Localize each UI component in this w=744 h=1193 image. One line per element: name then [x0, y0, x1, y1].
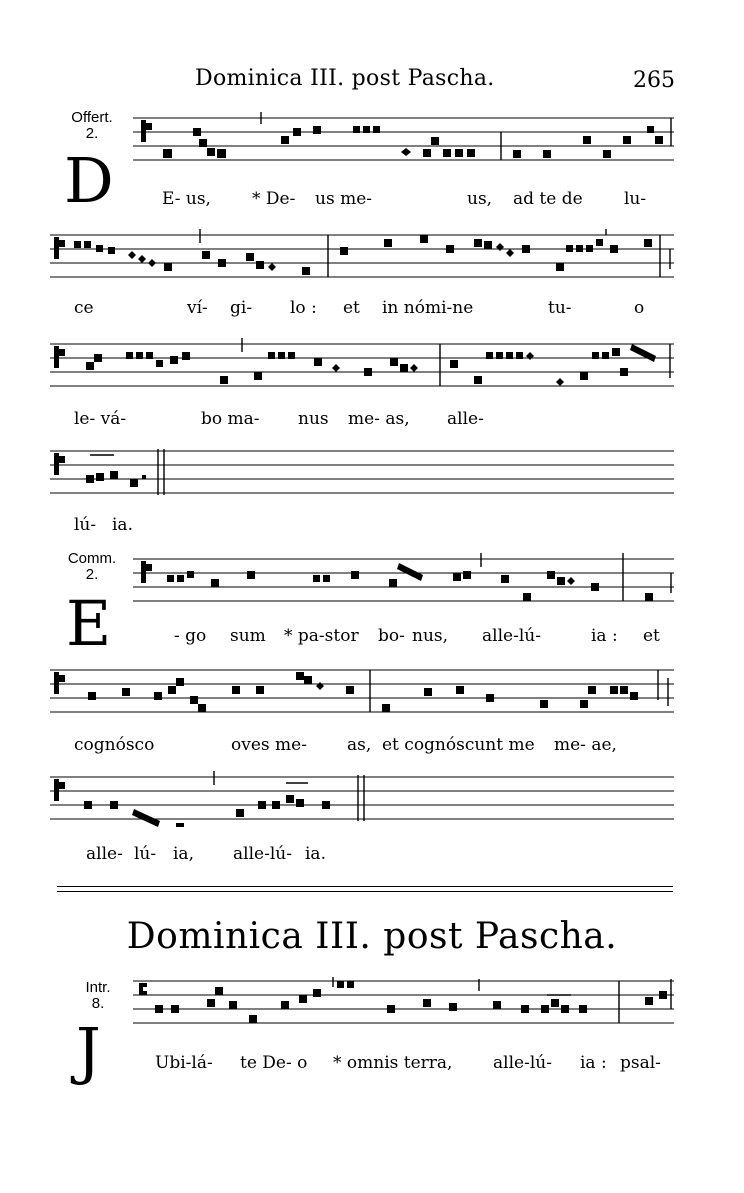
syllable: nus	[298, 409, 329, 429]
offertory-initial: D	[64, 144, 114, 217]
syllable: * pa-stor	[284, 626, 359, 646]
section-title: Dominica III. post Pascha.	[126, 916, 618, 957]
lyrics-introit-1	[0, 1053, 744, 1075]
syllable: lu-	[624, 189, 647, 209]
syllable: ia :	[580, 1053, 607, 1073]
syllable: alle-lú-	[482, 626, 541, 646]
communion-mode: 2.	[85, 566, 99, 583]
syllable: me- ae,	[554, 735, 617, 755]
syllable: et	[643, 626, 660, 646]
syllable: ví-	[187, 298, 208, 318]
staff-communion-1	[133, 553, 674, 609]
offertory-type: Offert.	[71, 109, 113, 126]
syllable: Ubi-lá-	[155, 1053, 213, 1073]
syllable: E- us,	[162, 189, 211, 209]
syllable: sum	[230, 626, 266, 646]
syllable: ia.	[305, 844, 326, 864]
lyrics-offertory-1	[0, 189, 744, 211]
syllable: le- vá-	[74, 409, 127, 429]
syllable: lú-	[74, 515, 97, 535]
syllable: bo-	[378, 626, 405, 646]
syllable: alle-lú-	[233, 844, 292, 864]
syllable: et	[343, 298, 360, 318]
lyrics-offertory-3	[0, 409, 744, 431]
syllable: lo :	[290, 298, 317, 318]
syllable: nus,	[412, 626, 449, 646]
lyrics-communion-3	[0, 844, 744, 866]
lyrics-communion-1	[0, 626, 744, 648]
offertory-label	[56, 110, 128, 142]
syllable: ia :	[591, 626, 618, 646]
staff-communion-3	[50, 771, 674, 827]
lyrics-offertory-4	[0, 515, 744, 537]
syllable: - go	[174, 626, 207, 646]
lyrics-offertory-2	[0, 298, 744, 320]
syllable: ad te de	[513, 189, 583, 209]
syllable: oves me-	[231, 735, 307, 755]
syllable: alle-	[447, 409, 484, 429]
syllable: us,	[467, 189, 493, 209]
communion-label	[56, 551, 128, 583]
introit-type: Intr.	[85, 979, 111, 996]
syllable: o	[634, 298, 645, 318]
section-divider-bottom	[57, 891, 673, 892]
syllable: ia.	[112, 515, 133, 535]
communion-initial: E	[66, 587, 112, 660]
syllable: lú-	[134, 844, 157, 864]
syllable: us me-	[315, 189, 373, 209]
lyrics-communion-2	[0, 735, 744, 757]
section-divider-top	[57, 886, 673, 887]
staff-offertory-1	[133, 112, 674, 168]
syllable: * omnis terra,	[333, 1053, 453, 1073]
communion-type: Comm.	[67, 550, 117, 567]
introit-label	[62, 980, 134, 1012]
running-title: Dominica III. post Pascha.	[195, 66, 495, 91]
offertory-mode: 2.	[85, 125, 99, 142]
syllable: alle-lú-	[493, 1053, 552, 1073]
syllable: ce	[74, 298, 94, 318]
syllable: * De-	[252, 189, 296, 209]
syllable: psal-	[620, 1053, 661, 1073]
staff-communion-2	[50, 664, 674, 720]
syllable: alle-	[86, 844, 123, 864]
syllable: ia,	[173, 844, 194, 864]
staff-offertory-2	[50, 229, 674, 285]
staff-offertory-3	[50, 338, 674, 394]
syllable: in nómi-ne	[382, 298, 474, 318]
syllable: tu-	[548, 298, 572, 318]
syllable: te De- o	[240, 1053, 308, 1073]
syllable: gi-	[230, 298, 253, 318]
staff-offertory-4	[50, 445, 674, 501]
syllable: me- as,	[348, 409, 410, 429]
syllable: et cognóscunt me	[382, 735, 535, 755]
syllable: as,	[347, 735, 372, 755]
staff-introit-1	[133, 975, 674, 1031]
introit-mode: 8.	[91, 995, 105, 1012]
syllable: cognósco	[74, 735, 155, 755]
introit-initial: J	[76, 1014, 101, 1087]
syllable: bo ma-	[201, 409, 260, 429]
page-number: 265	[633, 68, 675, 93]
